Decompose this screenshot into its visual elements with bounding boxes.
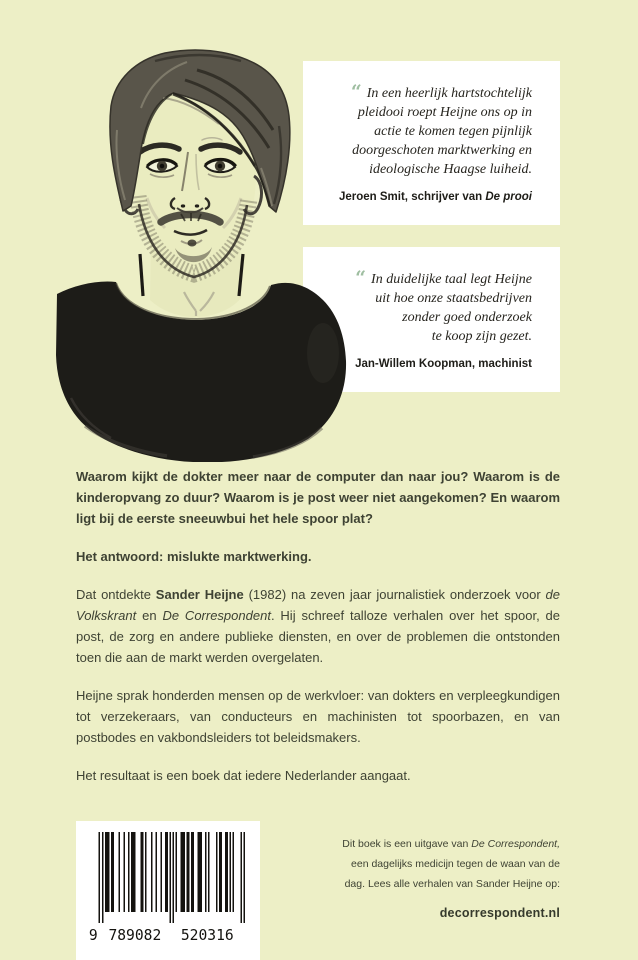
publication-name: De Correspondent [162,608,271,623]
publisher-name: De Correspondent, [471,838,560,850]
quote-2-line: te koop zijn gezet. [431,329,532,344]
quote-1-line: pleidooi roept Heijne ons op in [357,105,532,120]
publisher-note [260,834,560,923]
body-paragraph-3 [76,584,560,668]
quote-2-line [317,268,532,289]
quote-1-line: ideologische Haagse luiheid. [369,162,532,177]
attribution-name: Jan-Willem Koopman, machinist [355,358,532,370]
barcode-digit-group2: 520316 [180,926,234,944]
quote-1-line [317,82,532,103]
barcode-digit-group1: 789082 [108,926,162,944]
quote-1-line: doorgeschoten marktwerking en [352,143,532,158]
quote-1-line: actie te komen tegen pijnlijk [374,124,532,139]
attribution-name: Jeroen Smit, schrijver van [338,191,486,203]
publisher-website: decorrespondent.nl [439,906,560,920]
publication-name: de Volkskrant [76,587,560,623]
quote-mark-icon: “ [355,267,365,289]
body-paragraph-4: Heijne sprak honderden mensen op de werkvloer: van dokters en verpleegkundigen tot verzekeraars, van conducteurs en machinisten tot spoorbazen, en van postbodes en vakbondsleiders tot beleidsmakers. [76,688,560,745]
portrait-illustration [55,48,347,462]
quote-2-line: zonder goed onderzoek [402,310,532,325]
quote-mark-icon: “ [350,81,360,103]
p3-text: en [136,608,163,623]
quote-2-text: In duidelijke taal legt Heijne [371,272,532,287]
publisher-line [260,834,560,854]
body-paragraph-5: Het resultaat is een boek dat iedere Nederlander aangaat. [76,768,411,783]
body-paragraph-1: Waarom kijkt de dokter meer naar de computer dan naar jou? Waarom is de kinderopvang zo duur? Waarom is je post weer niet aangekomen? En waarom ligt bij de eerste sneeuwbui het hele spoor plat? [76,469,560,526]
quote-2-line: uit hoe onze staatsbedrijven [375,291,532,306]
p3-text: Dat ontdekte [76,587,156,602]
publisher-text: Dit boek is een uitgave van [342,838,472,850]
body-paragraph-2: Het antwoord: mislukte marktwerking. [76,549,312,564]
quote-1-text: In een heerlijk hartstochtelijk [366,86,532,101]
author-name: Sander Heijne [155,587,244,602]
publisher-line: een dagelijks medicijn tegen de waan van de [351,858,560,870]
p3-text: . Hij schreef talloze verhalen over het spoor, de post, de zorg en andere publieke diensten, en over de problemen die ontstonden toen die aan de markt werden overgelaten. [76,608,561,665]
barcode [84,832,252,946]
publisher-line: dag. Lees alle verhalen van Sander Heijne op: [344,878,560,890]
barcode-panel [76,821,260,960]
barcode-bars [99,832,245,923]
quote-1-attribution [317,190,532,204]
barcode-digit-lead: 9 [88,926,98,944]
p3-text: (1982) na zeven jaar journalistiek onderzoek voor [243,587,546,602]
attribution-work: De prooi [485,191,532,203]
back-cover-copy [76,466,560,803]
quote-2-attribution [317,357,532,371]
